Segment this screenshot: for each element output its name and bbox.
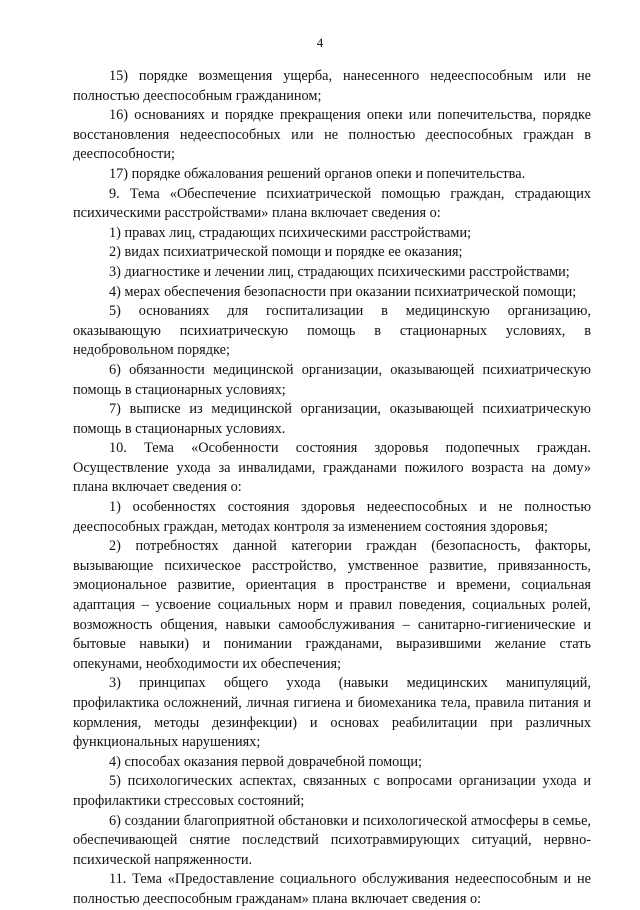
paragraph-item-17: 17) порядке обжалования решений органов опеки и попечительства. (109, 165, 526, 182)
page-number: 4 (316, 35, 324, 50)
section-9-item-1: 1) правах лиц, страдающих психическими расстройствами; (109, 224, 472, 241)
section-10-item-6: 6) создании благоприятной обстановки и психологической атмосферы в семье, обеспечивающей снятие последствий психотравмирующих ситуаций, нервно-психической напряженности. (73, 812, 591, 868)
section-10-item-1: 1) особенностях состояния здоровья недееспособных и не полностью дееспособных граждан, методах контроля за изменением состояния здоровья; (73, 499, 591, 535)
section-9-item-3: 3) диагностике и лечении лиц, страдающих психическими расстройствами; (109, 263, 570, 280)
section-9-item-7: 7) выписке из медицинской организации, оказывающей психиатрическую помощь в стационарных условиях. (73, 401, 591, 437)
section-9-item-5: 5) основаниях для госпитализации в медицинскую организацию, оказывающую психиатрическую помощь в стационарных условиях, в недобровольном порядке; (73, 303, 591, 359)
section-9-heading: 9. Тема «Обеспечение психиатрической помощью граждан, страдающих психическими расстройствами» плана включает сведения о: (73, 185, 591, 222)
section-10-item-2: 2) потребностях данной категории граждан (безопасность, факторы, вызывающие психическое расстройство, умственное развитие, привязанность, эмоциональное развитие, ориентация в пространстве и времени, социальная адаптация – усвоение социальных норм и правил поведения, социальных ролей, возможность общения, навыки самообслуживания – санитарно-гигиенические и бытовые навыки) и понимании гражданами, выразившими желание стать опекунами, необходимости их обеспечения; (73, 538, 591, 672)
section-10-heading: 10. Тема «Особенности состояния здоровья подопечных граждан. Осуществление ухода за инвалидами, гражданами пожилого возраста на дому» плана включает сведения о: (73, 440, 591, 496)
section-9-item-2: 2) видах психиатрической помощи и порядке ее оказания; (109, 244, 463, 261)
paragraph-item-15: 15) порядке возмещения ущерба, нанесенного недееспособным или не полностью дееспособным гражданином; (73, 68, 591, 104)
paragraph-item-16: 16) основаниях и порядке прекращения опеки или попечительства, порядке восстановления недееспособных или не полностью дееспособных граждан в дееспособности; (73, 107, 591, 163)
section-9-item-6: 6) обязанности медицинской организации, оказывающей психиатрическую помощь в стационарных условиях; (73, 361, 591, 398)
section-9-item-4: 4) мерах обеспечения безопасности при оказании психиатрической помощи; (109, 283, 577, 300)
section-11-heading: 11. Тема «Предоставление социального обслуживания недееспособным и не полностью дееспособным гражданам» плана включает сведения о: (73, 871, 591, 907)
section-10-item-5: 5) психологических аспектах, связанных с вопросами организации ухода и профилактики стрессовых состояний; (73, 773, 591, 809)
section-10-item-3: 3) принципах общего ухода (навыки медицинских манипуляций, профилактика осложнений, личная гигиена и биомеханика тела, правила питания и кормления, методы дезинфекции) и основах реабилитации при различных функциональных нарушениях; (73, 675, 591, 751)
document-body (73, 67, 591, 910)
section-10-item-4: 4) способах оказания первой доврачебной помощи; (109, 753, 422, 770)
